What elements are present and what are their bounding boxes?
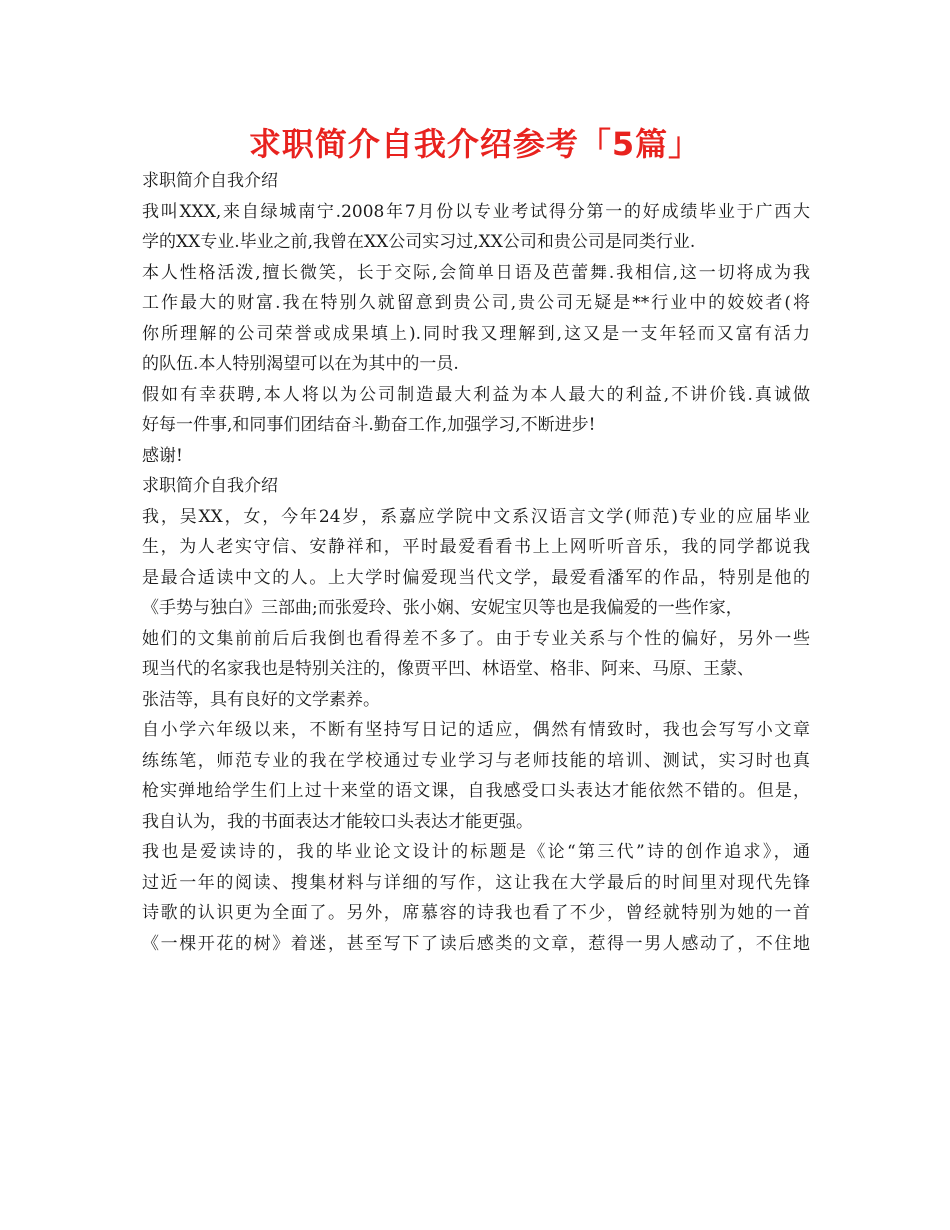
paragraph-line: 《一棵开花的树》着迷，甚至写下了读后感类的文章，惹得一男人感动了，不住地	[142, 933, 810, 954]
paragraph-line: 枪实弹地给学生们上过十来堂的语文课，自我感受口头表达才能依然不错的。但是，	[142, 781, 810, 801]
paragraph-line: 我叫XXX,来自绿城南宁.2008年7月份以专业考试得分第一的好成绩毕业于广西大	[142, 201, 810, 222]
document-body	[142, 166, 810, 959]
paragraph-line: 我也是爱读诗的，我的毕业论文设计的标题是《论“第三代”诗的创作追求》，通	[142, 842, 810, 862]
paragraph-line: 自小学六年级以来，不断有坚持写日记的适应，偶然有情致时，我也会写写小文章	[142, 720, 810, 740]
paragraph-line: 生，为人老实守信、安静祥和，平时最爱看看书上上网听听音乐，我的同学都说我	[142, 537, 810, 557]
document-title: 求职简介自我介绍参考「5篇」	[248, 125, 702, 163]
paragraph-line: 现当代的名家我也是特别关注的，像贾平凹、林语堂、格非、阿来、马原、王蒙、	[142, 659, 754, 679]
paragraph-line: 《手势与独白》三部曲;而张爱玲、张小娴、安妮宝贝等也是我偏爱的一些作家，	[142, 598, 743, 618]
paragraph-line: 过近一年的阅读、搜集材料与详细的写作，这让我在大学最后的时间里对现代先锋	[142, 872, 810, 893]
paragraph-line: 我自认为，我的书面表达才能较口头表达才能更强。	[142, 811, 533, 832]
paragraph-line: 感谢!	[142, 445, 183, 466]
section-heading: 求职简介自我介绍	[142, 476, 278, 496]
paragraph-line: 学的XX专业.毕业之前,我曾在XX公司实习过,XX公司和贵公司是同类行业.	[142, 232, 696, 252]
paragraph-line: 本人性格活泼,擅长微笑，长于交际,会简单日语及芭蕾舞.我相信,这一切将成为我	[142, 262, 810, 283]
section-heading: 求职简介自我介绍	[142, 171, 278, 191]
paragraph-line: 练练笔，师范专业的我在学校通过专业学习与老师技能的培训、测试，实习时也真	[142, 750, 810, 771]
paragraph-line: 你所理解的公司荣誉或成果填上).同时我又理解到,这又是一支年轻而又富有活力	[142, 323, 810, 344]
paragraph-line: 假如有幸获聘,本人将以为公司制造最大利益为本人最大的利益,不讲价钱.真诚做	[142, 384, 810, 405]
paragraph-line: 我，吴XX，女，今年24岁，系嘉应学院中文系汉语言文学(师范)专业的应届毕业	[142, 506, 810, 527]
paragraph-line: 是最合适读中文的人。上大学时偏爱现当代文学，最爱看潘军的作品，特别是他的	[142, 567, 810, 588]
paragraph-line: 工作最大的财富.我在特别久就留意到贵公司,贵公司无疑是**行业中的姣姣者(将	[142, 293, 810, 313]
paragraph-line: 张洁等，具有良好的文学素养。	[142, 689, 380, 710]
paragraph-line: 好每一件事,和同事们团结奋斗.勤奋工作,加强学习,不断进步!	[142, 415, 596, 435]
paragraph-line: 诗歌的认识更为全面了。另外，席慕容的诗我也看了不少，曾经就特别为她的一首	[142, 903, 810, 923]
paragraph-line: 她们的文集前前后后我倒也看得差不多了。由于专业关系与个性的偏好，另外一些	[142, 628, 810, 649]
paragraph-line: 的队伍.本人特别渴望可以在为其中的一员.	[142, 354, 459, 374]
